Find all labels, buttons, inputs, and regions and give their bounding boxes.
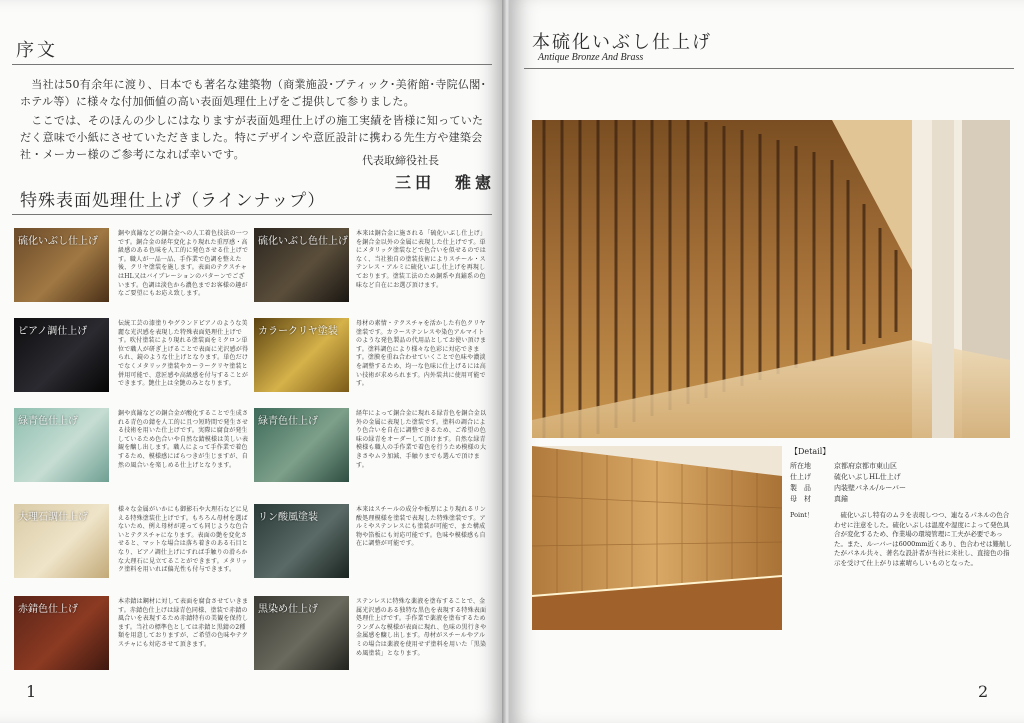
point-text: 硫化いぶし特有のムラを表現しつつ、連なるパネルの色合わせに注意をした。硫化いぶしは温度や湿度によって発色具合が変化するため、作業場の環境管理に工夫が必要であった。また、ルーバーは6000mm近くあり、色合わせは難航したがパネル共々、著名な設計者が当社に来社し、直接色の指示を受けて仕上がりは素晴らしいものとなった。 xyxy=(834,511,1013,567)
finish-description: 様々な金属がいかにも御影石や大理石などに見える特殊塗装仕上げです。もちろん母材を選ばないため、例え母材が違っても同じような色合いとテクスチャになります。表面の艶を変化させると、マットな場合は落ち着きのある石目となり、ピアノ調仕上げにすれば手触りの滑らかな大理石に見立てることができます。メタリック塗料を用いれば偏光性も付与できます。 xyxy=(118,506,249,574)
finish-swatch xyxy=(254,596,349,670)
page-subtitle: Antique Bronze And Brass xyxy=(538,52,644,63)
finish-description: 本赤錆は鋼材に対して表面を腐食させていきます。赤錆色仕上げは緑青色同様、塗装で赤錆の風合いを表現するため赤錆特有の美観を保持します。当社の標準色としては赤錆と黒錆の2種類を用意しておりますが、ご希望の色味やテクスチャにも対応させて頂きます。 xyxy=(118,598,249,648)
detail-key: 製 品 xyxy=(790,484,811,492)
finish-label: 硫化いぶし仕上げ xyxy=(18,236,98,247)
finish-label: 赤錆色仕上げ xyxy=(18,604,78,615)
finish-label: ピアノ調仕上げ xyxy=(18,326,88,337)
finish-swatch xyxy=(254,228,349,302)
finish-description: ステンレスに特殊な薬液を塗布することで、金属光沢感のある独特な黒色を表現する特殊表面処理仕上げです。手作業で薬液を塗布するためランダムな模様が表面に現れ、色味の黒行きや金属感を醸し出します。母材がスチールやアルミの場合は薬液を使用せず塗料を用いた「黒染め風塗装」となります。 xyxy=(356,598,487,657)
detail-row xyxy=(790,461,1014,472)
lineup-heading: 特殊表面処理仕上げ（ラインナップ） xyxy=(20,191,326,211)
preface-heading: 序文 xyxy=(16,40,58,61)
detail-header: 【Detail】 xyxy=(790,447,831,456)
louver-photo-graphic xyxy=(532,120,1010,438)
page-number: 1 xyxy=(26,682,37,701)
page-title: 本硫化いぶし仕上げ xyxy=(532,32,712,53)
detail-key: 仕上げ xyxy=(790,473,811,481)
finish-description: 銅や真鍮などの銅合金への人工着色技法の一つです。銅合金の経年変化より現れた重厚感・高級感のある色味を人工的に発色させる仕上げです。職人が一品一品、手作業で色調を整えた後、クリヤ塗装を施します。表面のテクスチャはHL又はバイブレーションのパターンでございます。色調は淡色から濃色までお客様の趣がなご要望にもお応え致します。 xyxy=(118,230,249,298)
detail-row xyxy=(790,472,1014,483)
finish-description: 本来はスチールの成分や板厚により現れるリン酸処理模様を塗装で表現した特殊塗装です。アルミやステンレスにも塗装が可能で、また構成物や箔板にも対応可能です。色味や模様感も自在に調整が可能です。 xyxy=(356,506,486,548)
finish-description: 経年によって銅合金に現れる緑青色を銅合金以外の金属に表現した塗装です。塗料の調合により色合いを自在に調整できるため、ご希望の色味の緑青をオーダーして頂けます。自然な緑青模様も職人の手作業で着色を行うため模様の大きさやムラ加減、手触りまでも選んで頂けます。 xyxy=(356,410,487,469)
finish-label: 緑青色仕上げ xyxy=(258,416,318,427)
detail-value: 真鍮 xyxy=(834,495,848,503)
right-page xyxy=(510,0,1024,723)
finish-swatch xyxy=(14,504,109,578)
finish-label: 黒染め仕上げ xyxy=(258,604,318,615)
finish-swatch xyxy=(254,408,349,482)
finish-description: 母材の素情・テクスチャを活かした有色クリヤ塗装です。カラーステンレスや染色アルマイトのような発色製品の代用品としてお使い頂けます。塗料調色により様々な色彩に対応できます。塗膜を重ね合わせていくことで色味や濃淡を調整するため、均一な色味に仕上げるには高い技術が求められます。内外装共に使用可能です。 xyxy=(356,320,487,388)
intro-paragraph-1: 当社は50有余年に渡り、日本でも著名な建築物（商業施設･ブティック･美術館･寺院仏閣･ホテル等）に様々な付加価値の高い表面処理仕上げをご提供して参りました。 xyxy=(20,78,487,108)
signature-title: 代表取締役社長 xyxy=(362,154,439,167)
wall-panel-photo-graphic xyxy=(532,446,782,630)
finish-swatch xyxy=(14,318,109,392)
detail-value: 硫化いぶしHL仕上げ xyxy=(834,473,901,481)
left-page xyxy=(0,0,504,723)
detail-key: 母 材 xyxy=(790,495,811,503)
detail-value: 京都府京都市東山区 xyxy=(834,462,897,470)
finish-label: リン酸風塗装 xyxy=(258,512,318,523)
finish-description: 伝統工芸の漆塗りやグランドピアノのような美麗な光沢感を表現した特殊表面処理仕上げです。吹付塗装により現れる塗装面をミクロン単位で職人が研ぎ上げることで表面に光沢感が得られ、鏡のような仕上げとなります。単色だけでなくメタリック塗装やカーラークリヤ塗装と併用可能で、意匠感や高級感を付与することができます。艶仕上は全艶のみとなります。 xyxy=(118,320,249,388)
detail-value: 内装壁パネル/ルーバー xyxy=(834,484,907,492)
finish-description: 銅や真鍮などの銅合金が酸化することで生成される青色の錆を人工的に且つ短時間で発生させる技術を用いた仕上げです。実際に腐食が発生しているため色合いや自然な錆模様は美しい表観を醸し出します。職人によって手作業で着色するため、模様感にばらつきが生じますが、自然の風合いを楽しめる仕上げとなります。 xyxy=(118,410,249,469)
finish-swatch xyxy=(14,228,109,302)
finish-label: 大理石調仕上げ xyxy=(18,512,88,523)
detail-row xyxy=(790,494,1014,505)
detail-key: 所在地 xyxy=(790,462,811,470)
page-number: 2 xyxy=(978,682,989,701)
detail-box xyxy=(790,446,1014,568)
finish-label: 緑青色仕上げ xyxy=(18,416,78,427)
finish-swatch xyxy=(254,504,349,578)
finish-swatch xyxy=(254,318,349,392)
finish-swatch xyxy=(14,596,109,670)
finish-label: 硫化いぶし色仕上げ xyxy=(258,236,348,247)
finish-description: 本来は銅合金に施される「硫化いぶし仕上げ」を銅合金以外の金属に表現した仕上げです。単にメタリック塗装などで色合いを似せるのではなく、当社独自の塗装技術によりスチール・ステンレス・アルミに硫化いぶし仕上げを再現しております。塗装工法のため銅系や真鍮系の色味など自在にお選び頂けます。 xyxy=(356,230,487,289)
divider xyxy=(12,64,492,65)
divider xyxy=(12,214,492,215)
finish-swatch xyxy=(14,408,109,482)
louver-photo xyxy=(532,120,1010,438)
detail-point xyxy=(790,511,1014,568)
intro-paragraph-2: ここでは、そのほんの少しにはなりますが表面処理仕上げの施工実績を皆様に知っていただく意味で小紙にさせていただきました。特にデザインや意匠設計に携わる先生方や建築会社・メーカー様のご参考になれば幸いです。 xyxy=(20,114,484,161)
point-label: Point！ xyxy=(790,511,814,519)
detail-row xyxy=(790,483,1014,494)
signature-name: 三田 雅憲 xyxy=(395,173,496,192)
wall-panel-photo xyxy=(532,446,782,630)
divider xyxy=(524,68,1014,69)
finish-label: カラークリヤ塗装 xyxy=(258,326,338,337)
